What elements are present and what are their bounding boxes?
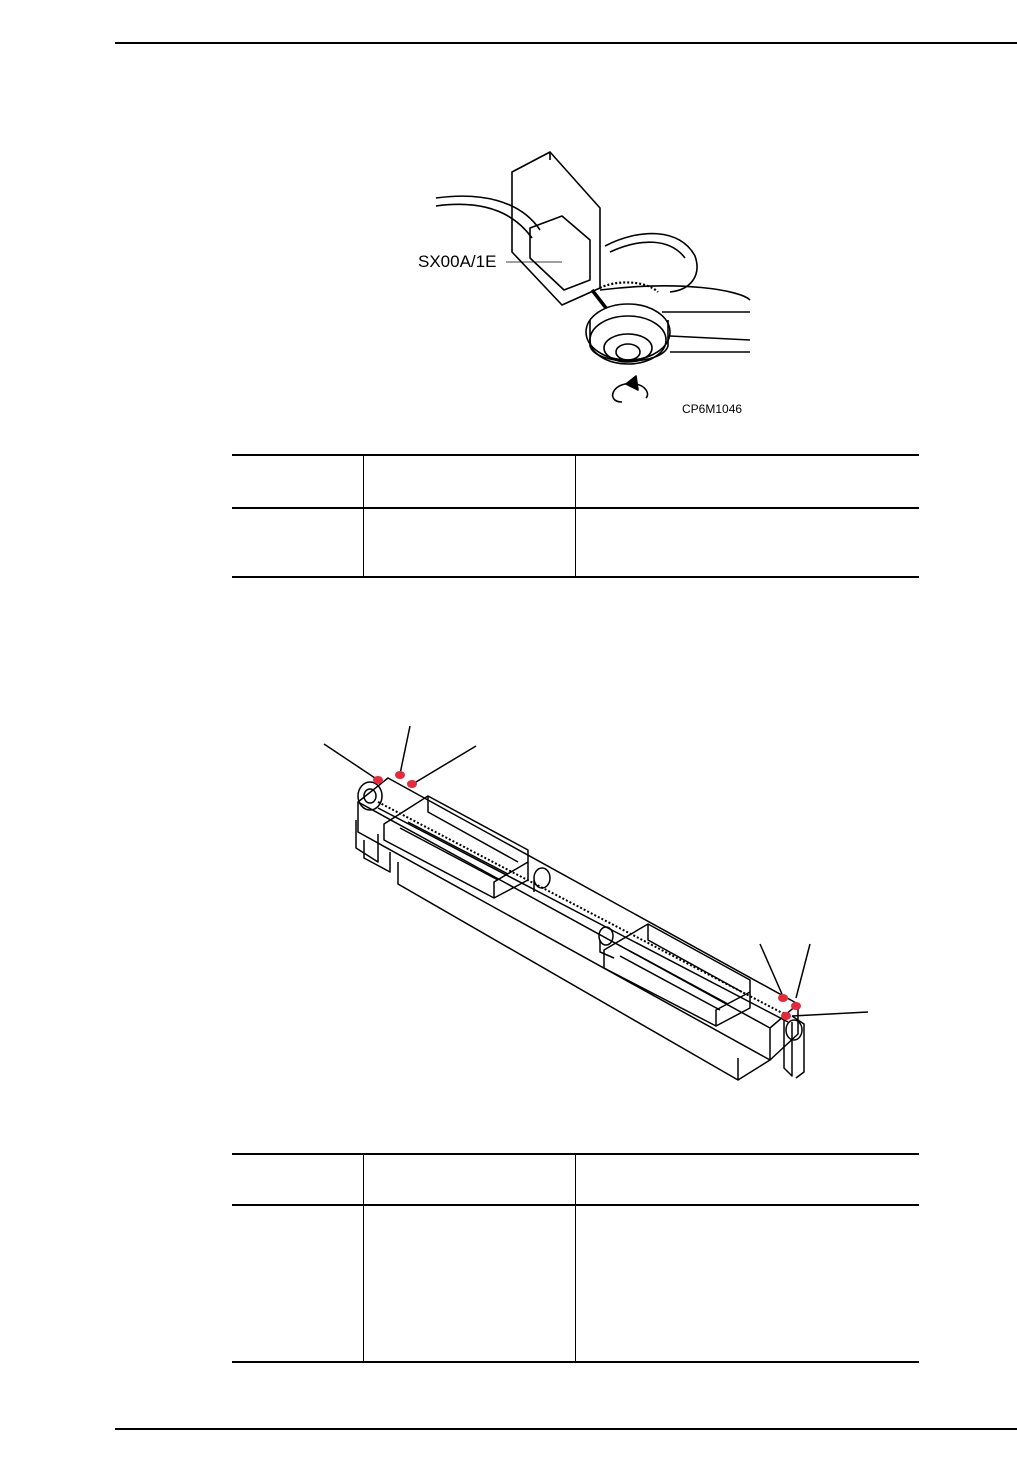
table-cell: [575, 508, 919, 577]
table-cell: [363, 508, 575, 577]
lubrication-point: [791, 1002, 801, 1010]
lubrication-point: [395, 771, 405, 779]
table-header-cell: [363, 455, 575, 508]
table-header-row: [232, 1154, 919, 1205]
table-header-cell: [232, 455, 363, 508]
table-row: [232, 508, 919, 577]
table-cell: [363, 1205, 575, 1362]
table-header-cell: [363, 1154, 575, 1205]
table-header-row: [232, 455, 919, 508]
table-header-cell: [575, 1154, 919, 1205]
table-row: [232, 1205, 919, 1362]
retaining-ring-illustration: [400, 140, 780, 430]
lubrication-point: [373, 776, 383, 784]
spec-table-2: [232, 1153, 919, 1363]
lubrication-points: [373, 771, 801, 1020]
lubrication-point: [778, 994, 788, 1002]
table-cell: [232, 1205, 363, 1362]
lubrication-point: [781, 1012, 791, 1020]
figure-code: CP6M1046: [682, 402, 743, 416]
lubrication-point: [407, 780, 417, 788]
footer-rule: [115, 1428, 1017, 1430]
carriage-rail-illustration: [318, 712, 878, 1097]
table-header-cell: [232, 1154, 363, 1205]
table-cell: [575, 1205, 919, 1362]
part-label: SX00A/1E: [418, 252, 497, 271]
spec-table-1: [232, 454, 919, 578]
figure-retaining-ring: [400, 140, 780, 430]
table-cell: [232, 508, 363, 577]
header-rule: [115, 42, 1017, 44]
figure-carriage-rail: [318, 712, 878, 1097]
table-header-cell: [575, 455, 919, 508]
